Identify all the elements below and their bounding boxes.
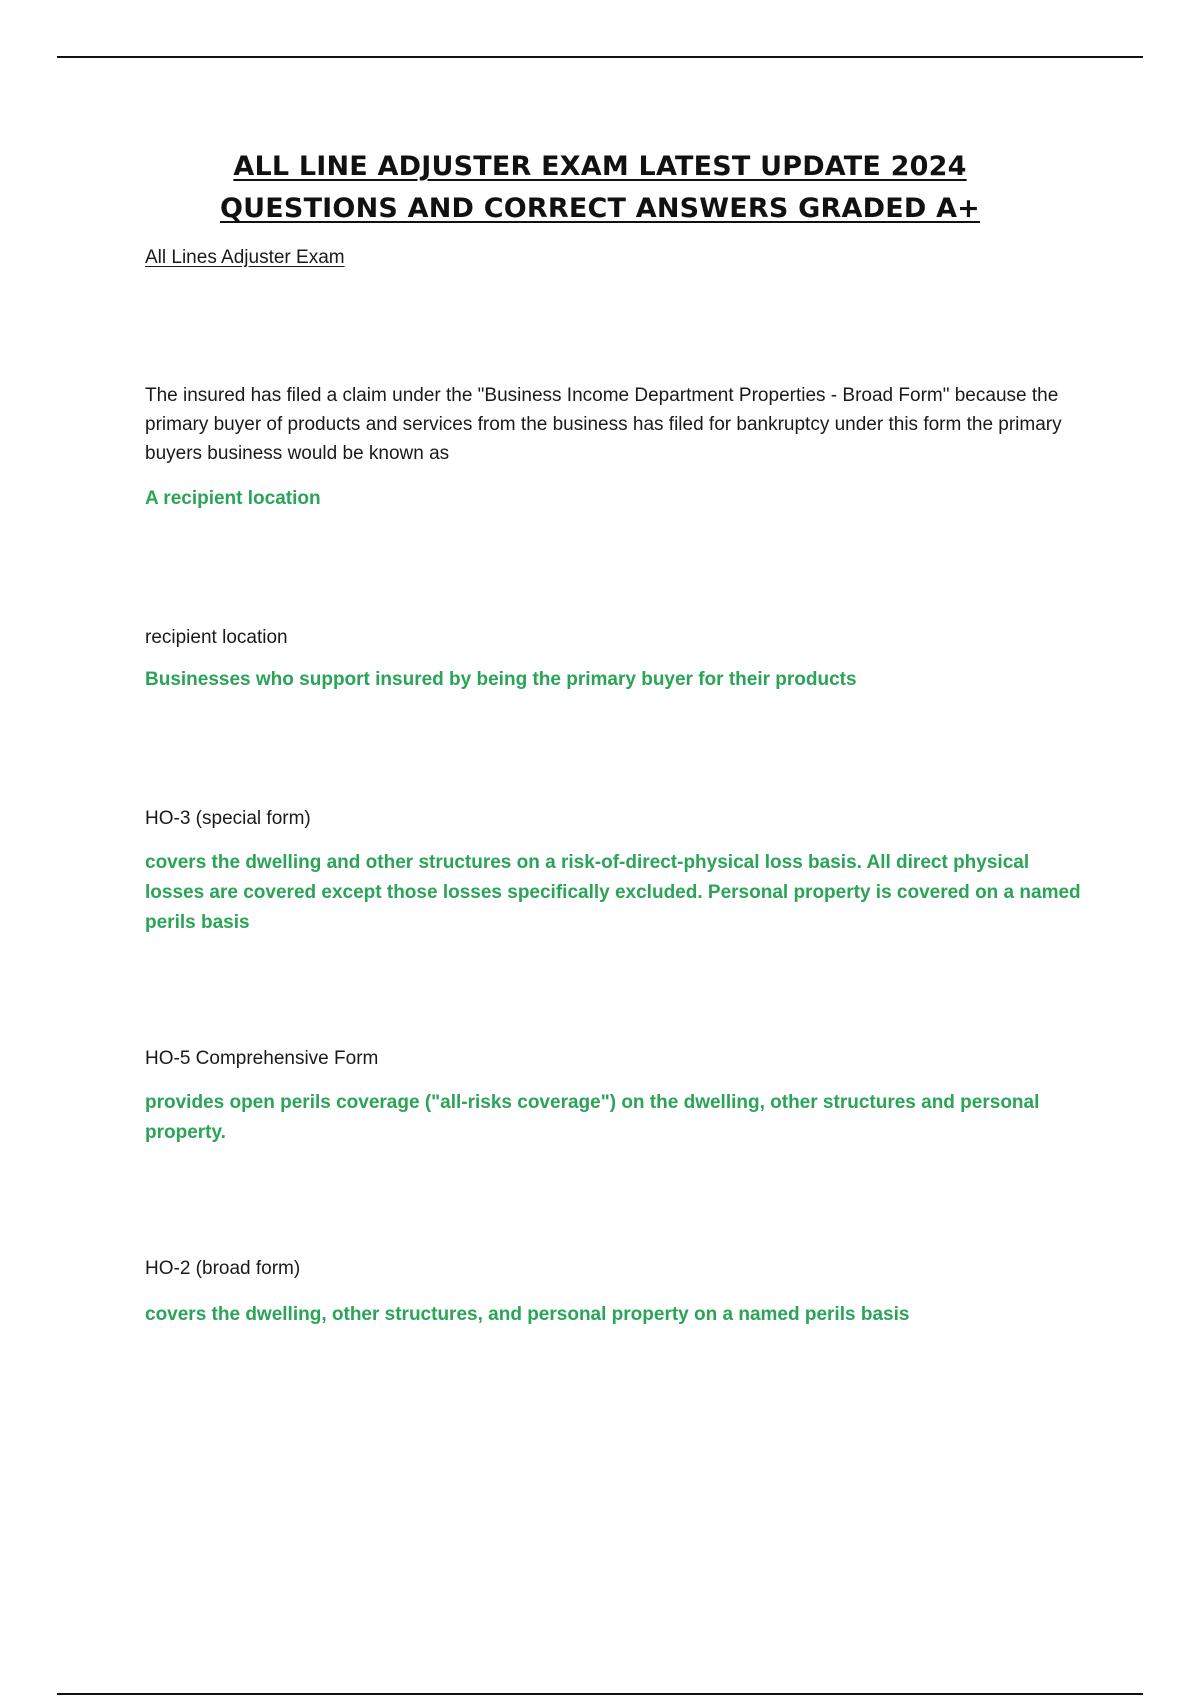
question-text: HO-5 Comprehensive Form xyxy=(145,1048,379,1069)
document-title xyxy=(0,146,1200,230)
answer-text: covers the dwelling and other structures on a risk-of-direct-physical loss basis. All direct physical losses are covered except those losses specifically excluded. Personal property is covered on a named perils basis xyxy=(145,852,1081,933)
answer-text: Businesses who support insured by being the primary buyer for their products xyxy=(145,669,857,690)
header-rule xyxy=(57,56,1143,58)
question-text: The insured has filed a claim under the "Business Income Department Properties - Broad Form" because the primary buyer of products and services from the business has filed for bankruptcy under this form the primary buyers business would be known as xyxy=(145,385,1062,464)
answer-text: provides open perils coverage ("all-risks coverage") on the dwelling, other structures and personal property. xyxy=(145,1092,1040,1143)
question-text: HO-2 (broad form) xyxy=(145,1258,301,1279)
footer-rule xyxy=(57,1693,1143,1695)
title-line-1: ALL LINE ADJUSTER EXAM LATEST UPDATE 2024 xyxy=(233,151,967,182)
document-subtitle: All Lines Adjuster Exam xyxy=(145,247,345,268)
question-text: HO-3 (special form) xyxy=(145,808,311,829)
title-line-2: QUESTIONS AND CORRECT ANSWERS GRADED A+ xyxy=(220,193,980,224)
question-text: recipient location xyxy=(145,627,288,648)
answer-text: A recipient location xyxy=(145,488,321,509)
answer-text: covers the dwelling, other structures, and personal property on a named perils basis xyxy=(145,1304,910,1325)
